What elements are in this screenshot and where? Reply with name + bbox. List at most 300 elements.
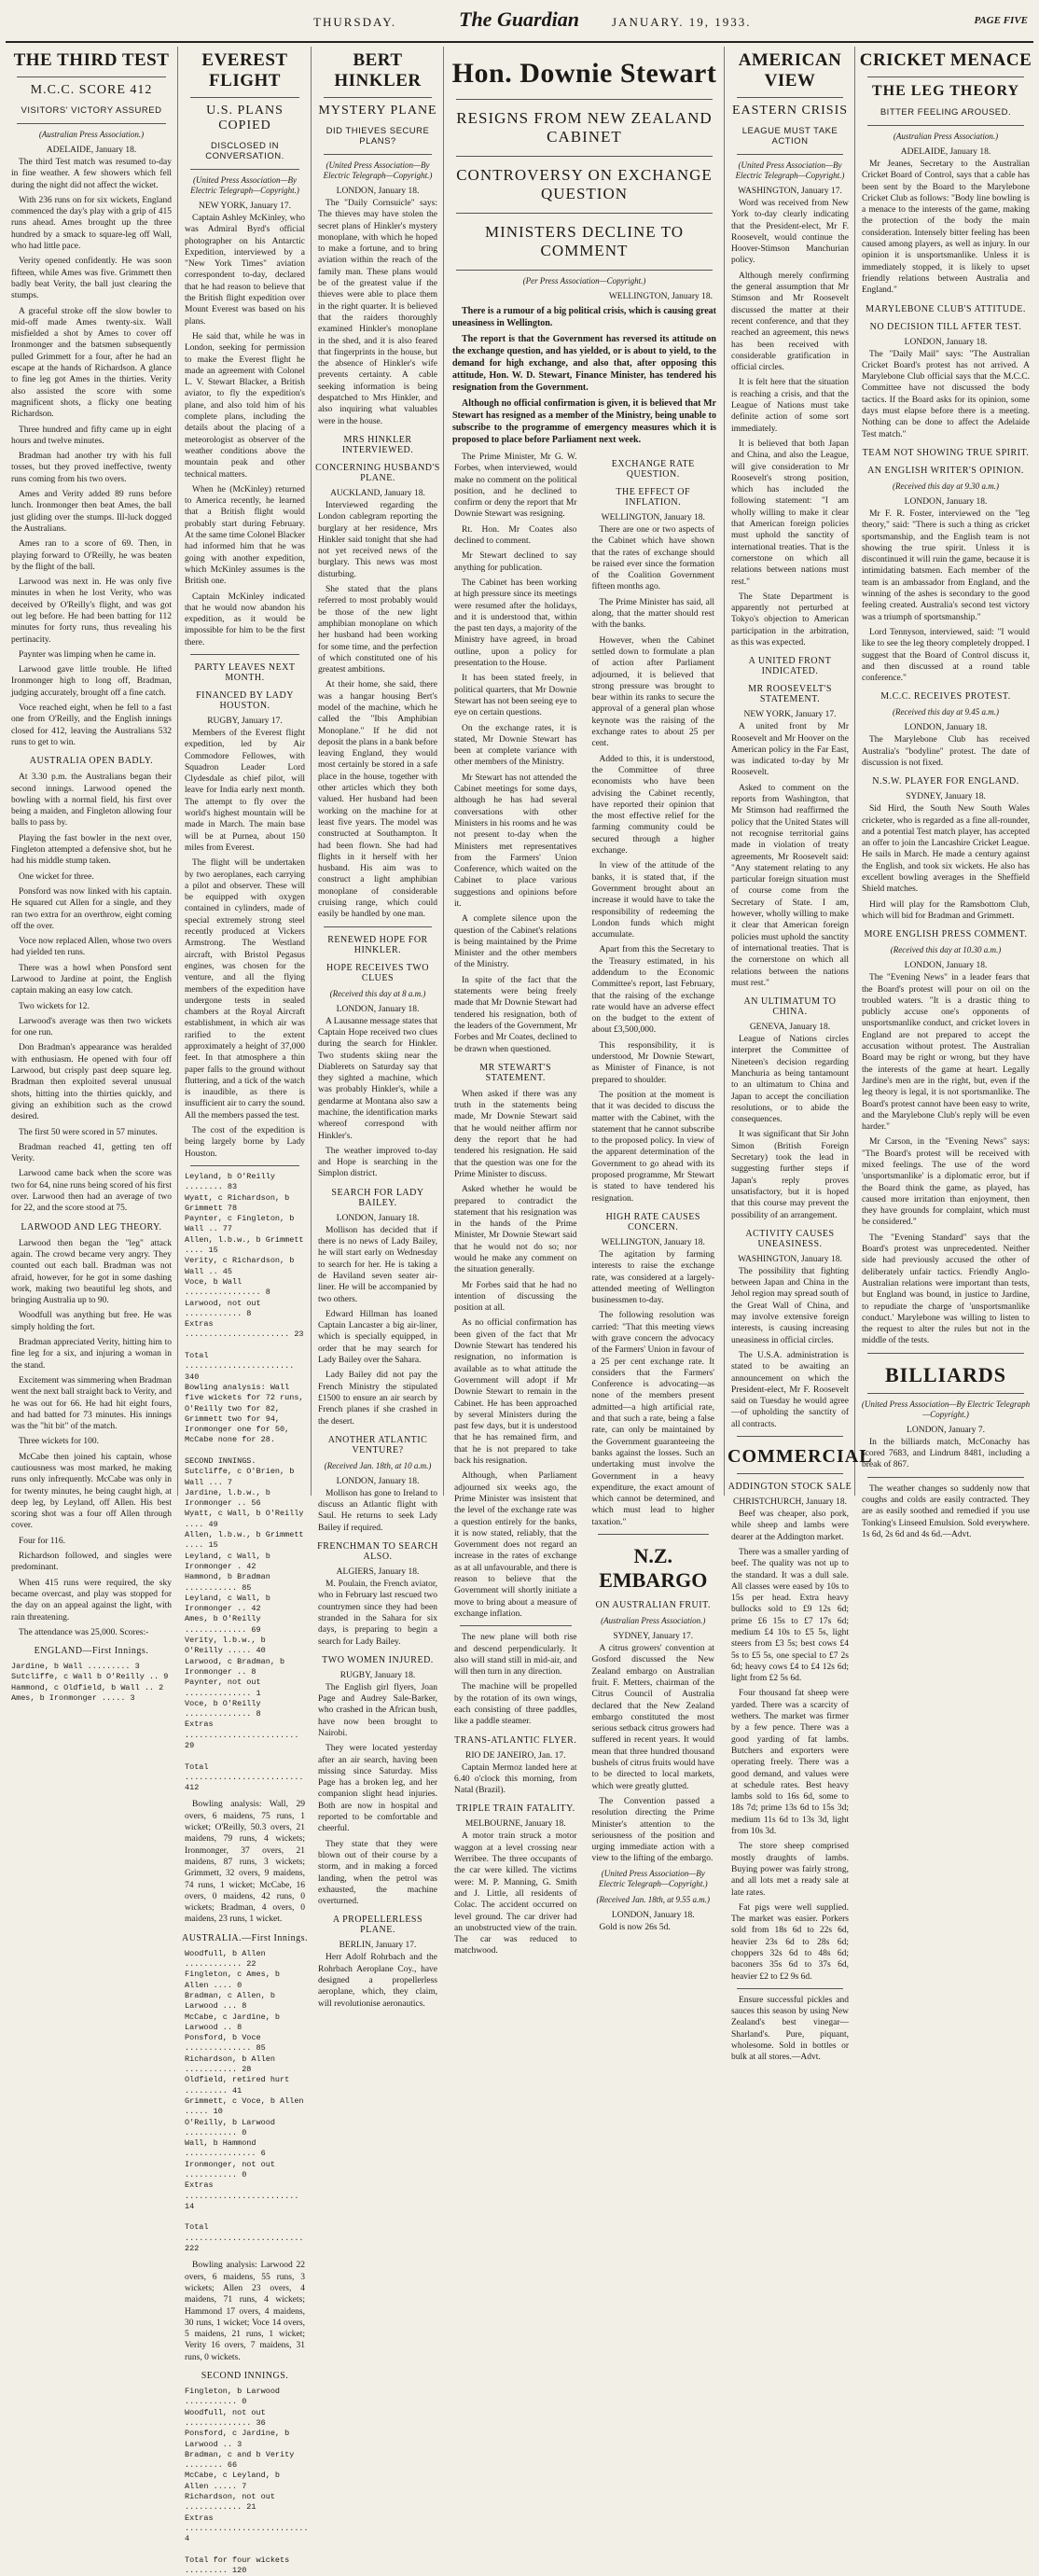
- dateline: RIO DE JANEIRO, Jan. 17.: [465, 1750, 566, 1761]
- paragraph: Mr Forbes said that he had no intention of discussing the position at all.: [454, 1280, 577, 1314]
- score-line: [185, 1751, 305, 1761]
- deck: M.C.C. SCORE 412: [30, 83, 153, 97]
- score-line: Woodfull, b Allen ............ 22: [185, 1948, 270, 1970]
- paragraph: Captain Mermoz landed here at 6.40 o'clock this morning, from Natal (Brazil).: [454, 1762, 577, 1796]
- score-line: Total ......................... 412: [185, 1761, 309, 1793]
- masthead-day: THURSDAY.: [313, 15, 397, 29]
- score-line: Jardine, b Wall ......... 3: [11, 1662, 140, 1672]
- paragraph: In view of the attitude of the banks, it is stated that, if the Government brought about an increase it would have to take the responsibility of redeeming the London funds which might accumulate.: [591, 861, 714, 940]
- score-line: Verity, c Richardson, b Wall .. 45: [185, 1256, 299, 1276]
- dateline: LONDON, January 18.: [904, 496, 988, 507]
- score-line: Bowling analysis: Wall five wickets for 72 runs, O'Reilly two for 82, Grimmett two for 94, Ironmonger one for 50, McCabe none for 28.: [185, 1382, 309, 1445]
- score-line: Extras ........................ 29: [185, 1720, 304, 1750]
- paragraph: As no official confirmation has been given of the fact that Mr Downie Stewart has tendered his resignation, no information is available as to what attitude the Government will adopt if Mr Downie Stewart to remain in the Cabinet. He has been approached by several Ministers during the past few days, but it is understood that he has remained firm, and that he is not prepared to take back his resignation.: [454, 1318, 577, 1467]
- scorecard-heading: AUSTRALIA.—First Innings.: [181, 1932, 308, 1943]
- paragraph: A Lausanne message states that Captain Hope received two clues during the search for Hinkler. Two students skiing near the Diablerets on Saturday say that they sighted a machine, which was probably Hinkler's, while a gendarme at Montana also saw a machine, the identification marks whereof correspond with Hinkler's.: [318, 1016, 437, 1141]
- headline: CRICKET MENACE: [859, 50, 1032, 70]
- received-note: (Received this day at 10.30 a.m.): [890, 945, 1002, 955]
- subheading: EXCHANGE RATE QUESTION.: [611, 459, 695, 480]
- paragraph: Excitement was simmering when Bradman went the next ball straight back to Verity, and he was out for 66. He had hit eight fours, and had batted for 73 minutes. His innings was the "hit bit" of the match.: [11, 1375, 173, 1432]
- divider: [324, 97, 432, 98]
- divider: [456, 270, 713, 271]
- score-line: Larwood, c Bradman, b Ironmonger .. 8: [185, 1656, 290, 1677]
- divider: [190, 97, 299, 98]
- dateline: NEW YORK, January 17.: [743, 710, 837, 720]
- credit-line: (United Press Association—By Electric Telegraph—Copyright.): [598, 1868, 708, 1888]
- article-body: [589, 1249, 719, 1528]
- paragraph: This responsibility, it is understood, Mr Downie Stewart, as Minister of Finance, is not prepared to shoulder.: [591, 1040, 714, 1085]
- dateline: ADELAIDE, January 18.: [900, 147, 991, 157]
- subdeck: DID THIEVES SECURE PLANS?: [326, 126, 430, 146]
- subheading: SEARCH FOR LADY BAILEY.: [331, 1187, 424, 1208]
- divider: [456, 213, 713, 214]
- paragraph: Lady Bailey did not pay the French Ministry the stipulated £1500 to ensure an air search by French planes if she crashed in the desert.: [318, 1371, 437, 1427]
- paragraph: Voce now replaced Allen, whose two overs had yielded ten runs.: [11, 937, 172, 958]
- article-body: [450, 1089, 581, 1620]
- paragraph: A complete silence upon the question of the Cabinet's relations is being maintained by the Prime Minister and the other members of the Ministry.: [454, 914, 577, 970]
- dateline: WELLINGTON, January 18.: [608, 292, 713, 301]
- dateline: LONDON, January 18.: [904, 723, 988, 733]
- masthead-page-number: PAGE FIVE: [974, 15, 1028, 26]
- score-line: Verity, l.b.w., b O'Reilly ..... 40: [185, 1636, 270, 1656]
- score-line: Fingleton, b Larwood ........... 0: [185, 2387, 285, 2407]
- paragraph: Bradman appreciated Verity, hitting him to fine leg for a six, and injuring a woman in the stand.: [11, 1338, 172, 1371]
- divider: [737, 154, 843, 155]
- paragraph: It has been stated freely, in political quarters, that Mr Downie Stewart has not been seeing eye to eye on certain questions.: [454, 674, 577, 718]
- article-body: [450, 452, 581, 1055]
- paragraph: In spite of the fact that the statements were being freely made that Mr Downie Stewart had tendered his resignation, both of the leaders of the Government, Mr Forbes and Mr Coates, declined to be drawn when questioned.: [454, 975, 577, 1054]
- paragraph: The position at the moment is that it was decided to discuss the matter with the Cabinet, with the statement that he cannot subscribe to the proposed policy. In view of the apparent determination of the Government to go ahead with its proposed programme, Mr Stewart is stated to have tendered his resignation.: [591, 1090, 714, 1204]
- score-line: [185, 1446, 305, 1456]
- paragraph: It was significant that Sir John Simon (British Foreign Secretary) took the lead in suggesting further steps if Japan's reply proves unsatisfactory, but it is hoped that this course may prevent the possibility of an arrangement.: [731, 1130, 849, 1220]
- paragraph: The first 50 were scored in 57 minutes.: [19, 1127, 158, 1137]
- advertisement: Ensure successful pickles and sauces this season by using New Zealand's best vinegar—Sharland's. Pure, piquant, wholesome. Sold in bottles or bulk at all stores.—Advt.: [731, 1995, 849, 2063]
- score-line: Voce, b Wall ................ 8: [185, 1276, 270, 1298]
- column-rule: [443, 47, 444, 1496]
- article-body: [181, 728, 309, 1160]
- subheading: MRS HINKLER INTERVIEWED.: [341, 434, 414, 455]
- divider: [737, 1473, 843, 1474]
- masthead-date: JANUARY. 19, 1933.: [612, 15, 752, 29]
- dateline: LONDON, January 18.: [904, 961, 988, 971]
- subheading: N.S.W. PLAYER FOR ENGLAND.: [872, 776, 1019, 787]
- paragraph: Mr Stewart declined to say anything for publication.: [454, 551, 577, 573]
- dateline: ALGIERS, January 18.: [336, 1567, 420, 1578]
- scorecard: [185, 1948, 309, 2255]
- divider: [737, 1988, 843, 1989]
- paragraph: Larwood came back when the score was two for 64, nine runs being scored of his first over. Larwood then had an average of two for 22, and the score stood at 75.: [11, 1169, 172, 1214]
- paragraph: Don Bradman's appearance was heralded with enthusiasm. He opened with four off Larwood, but crisply past deep square leg. Bradman then exploited several unusual shots, hitting into the thirties quickly, and giving an exhibition such as the crowd desired.: [11, 1043, 172, 1122]
- article-body: [314, 1579, 441, 1648]
- dateline: LONDON, January 18.: [336, 1213, 420, 1223]
- paragraph: The cost of the expedition is being largely borne by Lady Houston.: [185, 1126, 305, 1159]
- score-line: Ponsford, c Jardine, b Larwood .. 3: [185, 2429, 295, 2449]
- left-subcolumn: [450, 452, 581, 1961]
- score-line: Leyland, c Wall, b Ironmonger .. 42: [185, 1593, 275, 1614]
- score-line: Paynter, c Fingleton, b Wall .. 77: [185, 1214, 299, 1234]
- scorecard: [185, 2387, 313, 2576]
- paragraph: Sid Hird, the South New South Wales cricketer, who is regarded as a fine all-rounder, and a potential Test match player, has accepted an offer to join the Lancashire Cricket League. He sails in March. He made a century against the English, and took six wickets. He also has excellent bowling averages in the Sheffield Shield matches.: [862, 804, 1030, 895]
- subdeck: VISITORS' VICTORY ASSURED: [21, 105, 162, 116]
- deck: U.S. PLANS COPIED: [206, 104, 284, 132]
- article-body: [858, 508, 1033, 684]
- article-body: [858, 803, 1033, 922]
- deck: THE LEG THEORY: [871, 83, 1020, 99]
- paragraph: Beef was cheaper, also pork, while sheep and lambs were dearer at the Addington market.: [731, 1510, 849, 1542]
- subheading: TRIPLE TRAIN FATALITY.: [455, 1803, 575, 1815]
- paragraph: M. Poulain, the French aviator, who in February last rescued two countrymen since they had been stranded in the Sahara for six days, is preparing to begin a search for Lady Bailey.: [318, 1580, 437, 1647]
- score-line: SECOND INNINGS.: [185, 1455, 256, 1466]
- column-rule: [177, 47, 178, 1496]
- paragraph: Four for 116.: [19, 1536, 66, 1546]
- paragraph: In the billiards match, McConachy has scored 7683, and Lindrum 8481, including a break of 867.: [862, 1437, 1030, 1470]
- subheading: ACTIVITY CAUSES UNEASINESS.: [745, 1228, 835, 1249]
- score-line: Woodfull, not out .............. 36: [185, 2407, 270, 2428]
- score-line: Sutcliffe, c Wall b O'Reilly .. 9: [11, 1672, 169, 1682]
- paragraph: Larwood gave little trouble. He lifted Ironmonger high to long off, Bradman, judging accurately, brought off a fine catch.: [11, 665, 172, 698]
- dateline: SYDNEY, January 18.: [906, 792, 986, 802]
- paragraph: The "Evening Standard" says that the Board's protest was unprecedented. Neither side had previously accused the other of deliberately unfair tactics. Friendly Anglo-Australian relations were important than tests, but England was bound, in justice to Jardine, to repudiate the charge of 'unsportsmanlike conduct.' Marylebone was willing to listen to the request to alter the rules but not in the middle of the tests.: [862, 1232, 1030, 1346]
- paragraph: Asked whether he would be prepared to contradict the statement that his resignation was in the hands of the Prime Minister, Mr Downie Stewart said that he would not do so; nor would he make any comment on the situation generally.: [454, 1185, 577, 1275]
- score-line: Leyland, c Wall, b Ironmonger . 42: [185, 1551, 275, 1571]
- article-body: [727, 1509, 852, 1983]
- two-column-body: [450, 452, 718, 1961]
- paragraph: They were located yesterday after an air search, having been missing since Saturday. Miss Page has a broken leg, and her companion slight head injuries. Both are now in hospital and reported to be comfortable and cheerful.: [318, 1744, 437, 1834]
- bowling-analysis: Bowling analysis: Wall, 29 overs, 6 maidens, 75 runs, 1 wicket; O'Reilly, 50.3 overs, 21 maidens, 79 runs, 4 wickets; Ironmonger, 37 overs, 21 maidens, 87 runs, 3 wickets; Grimmett, 32 overs, 9 maidens, 74 runs, 1 wicket; McCabe, 16 overs, 0 maidens, 42 runs, 0 wickets; Bradman, 4 overs, 0 maidens, 23 runs, 1 wicket.: [185, 1800, 305, 1925]
- paragraph: They state that they were blown out of their course by a storm, and in making a forced landing, when the petrol was exhausted, the machine overturned.: [318, 1839, 437, 1907]
- deck: MINISTERS DECLINE TO COMMENT: [485, 223, 684, 259]
- score-line: Wyatt, c Wall, b O'Reilly .... 49: [185, 1509, 309, 1529]
- paragraph: Captain Ashley McKinley, who was Admiral Byrd's official photographer on his Antarctic Expedition, interviewed by a "New York Times" aviation correspondent to-day, declared that he had reason to believe that the British flight expedition over Mount Everest was based on his plans.: [185, 214, 305, 327]
- subheading: MR STEWART'S STATEMENT.: [479, 1062, 552, 1083]
- subheading: MARYLEBONE CLUB'S ATTITUDE.: [866, 303, 1026, 314]
- paragraph: The weather improved to-day and Hope is searching in the Simplon district.: [318, 1146, 437, 1179]
- paragraph: The "Daily Mail" says: "The Australian Cricket Board's protest has not arrived. A Marylebone Club official says that the M.C.C. Committee have not discussed the body tactics. If the Board asks for its opinion, some days must elapse before there is a meeting. Nothing can be done to affect the Adelaide Test match.": [862, 349, 1030, 439]
- divider: [17, 123, 166, 124]
- score-line: Allen, l.b.w., b Grimmett .... 15: [185, 1234, 309, 1256]
- divider: [737, 1436, 843, 1437]
- paragraph: Bradman reached 41, getting ten off Verity.: [11, 1142, 172, 1164]
- dateline: WELLINGTON, January 18.: [601, 513, 705, 522]
- subheading: LARWOOD AND LEG THEORY.: [21, 1221, 162, 1232]
- dateline: ADELAIDE, January 18.: [46, 146, 137, 155]
- score-line: Bradman, c and b Verity ........ 66: [185, 2449, 299, 2471]
- paragraph: When 415 runs were required, the sky became overcast, and play was stopped for the day on an appeal against the light, with rain threatening.: [11, 1578, 172, 1622]
- scorecard-heading: ENGLAND—First Innings.: [34, 1646, 149, 1657]
- score-line: Hammond, c Oldfield, b Wall .. 2: [11, 1682, 164, 1692]
- paragraph: Added to this, it is understood, the Committee of three economists who have been advising the Cabinet recently, have reported their opinion that the most effective relief for the farming community could be secured through a higher exchange.: [591, 754, 714, 856]
- paragraph: The possibility that fighting between Japan and China in the Jehol region may spread south of the Great Wall of China, and may involve extensive foreign interests, is causing increasing uneasiness in official circles.: [731, 1266, 849, 1345]
- credit-line: (Australian Press Association.): [601, 1616, 706, 1626]
- paragraph: Captain McKinley indicated that he would now abandon his expedition, as it would be impossible for him to be the first there.: [185, 592, 305, 647]
- received-note: (Received Jan. 18th, at 9.55 a.m.): [596, 1894, 710, 1904]
- article-body: [858, 159, 1033, 297]
- article-body: [314, 500, 441, 921]
- paragraph: Larwood then began the "leg" attack again. The crowd became very angry. They counted out each ball. Bradman was not afraid, however, for he got in some dashing work, making two beautiful leg shots, and bringing Australia up to 90.: [11, 1238, 172, 1306]
- subheading: MORE ENGLISH PRESS COMMENT.: [864, 929, 1028, 940]
- dateline: LONDON, January 18.: [611, 1910, 695, 1920]
- subheading: NO DECISION TILL AFTER TEST.: [869, 321, 1022, 332]
- paragraph: Ames and Verity added 89 runs before lunch. Ironmonger then beat Ames, the ball just gliding over the stumps. Ill-luck dogged the Australians.: [11, 490, 172, 534]
- headline: Hon. Downie Stewart: [451, 58, 717, 89]
- paragraph: At their home, she said, there was a hangar housing Bert's model of the machine, which he called the "Ibis Amphibian Monoplane." If he did not deposit the plans in a bank before leaving England, they would most certainly be stored in a safe place in the house, together with other articles which they both valued. Her husband had been working on the machine for at least five years. The model was constructed at Southampton. It had been flown. She had had flights in it herself with her husband. His aim was to construct a light amphibian monoplane of considerable cruising range, which could easily be handled by one man.: [318, 680, 437, 920]
- divider: [598, 1534, 710, 1535]
- paragraph: Mr Stewart has not attended the Cabinet meetings for some days, although he has had several conversations with other Ministers in his rooms and he was not present to-day when the Ministers met representatives from the Farmers' Union Conference, which waited on the Cabinet to place various suggestions and opinions before it.: [454, 773, 577, 909]
- paragraph: When asked if there was any truth in the statements being made, Mr Downie Stewart said that he would neither affirm nor deny the report that he had tendered his resignation. He said that the question was one for the Prime Minister to discuss.: [454, 1089, 577, 1179]
- paragraph: Gold is now 26s 5d.: [599, 1922, 671, 1932]
- received-note: (Received this day at 8 a.m.): [329, 988, 426, 998]
- paragraph: Interviewed regarding the London cablegram reporting the burglary at her residence, Mrs Hinkler said tonight that she had not yet received news of the burglary. This news was most disturbing.: [318, 500, 437, 579]
- credit-line: (Per Press Association—Copyright.): [522, 276, 646, 285]
- dateline: RUGBY, January 17.: [207, 716, 283, 726]
- divider: [456, 156, 713, 157]
- embargo-headline: N.Z. EMBARGO: [599, 1544, 708, 1593]
- paragraph: Paynter was limping when he came in.: [19, 649, 156, 660]
- dateline: AUCKLAND, January 18.: [330, 488, 425, 498]
- dateline: NEW YORK, January 17.: [199, 202, 291, 211]
- paragraph: It is felt here that the situation is reaching a crisis, and that the League of Nations must take definite action of some sort immediately.: [731, 378, 849, 434]
- score-line: Jardine, l.b.w., b Ironmonger .. 56: [185, 1487, 275, 1509]
- paragraph: Four thousand fat sheep were yarded. There was a scarcity of wethers. The market was firmer by a few pence. There was a good yarding of fat lambs. Butchers and exporters were operating freely. There was a good demand, and values were at schedule rates. Best heavy lambs sold to 16s 6d, some to 18s 7d; prime 13s 6d to 15s 3d; medium 11s 6d to 13s 3d, light from 10s 3d.: [731, 1689, 849, 1837]
- paragraph: The following resolution was carried: "That this meeting views with grave concern the advocacy of the Farmers' Union in favour of a 25 per cent exchange rate. It considers that the Farmers' Conference is advocating—as none of the members present admitted—a high artificial rate, and that such a rate, being a false rate, can only be maintained by the Government guaranteeing the banks against the losses. Such an undertaking must involve the Government in a heavy expenditure, the exact amount of which cannot be determined, and which must lead to higher taxation.": [591, 1311, 714, 1527]
- paragraph: The machine will be propelled by the rotation of its own wings, each consisting of three paddles, like a paddle steamer.: [454, 1682, 577, 1727]
- divider: [190, 1165, 299, 1166]
- article-body: [181, 213, 309, 648]
- subheading: HOPE RECEIVES TWO CLUES: [326, 962, 429, 983]
- paragraph: Voce reached eight, when he fell to a fast one from O'Reilly, and the English innings closed for 412, leaving the Australians 532 runs to get to win.: [11, 703, 172, 747]
- paragraph: However, when the Cabinet settled down to formulate a plan of action after Parliament adjourned, it is believed that strong pressure was brought to bear within its ranks to secure the approval of a general plan whose keynote was the raising of the exchange rates to about 25 per cent.: [591, 635, 714, 749]
- column-rule: [854, 47, 855, 1496]
- paragraph: The English girl flyers, Joan Page and Audrey Sale-Barker, who crashed in the African bush, have now been brought to Nairobi.: [318, 1682, 437, 1738]
- dateline: WASHINGTON, January 18.: [738, 1254, 842, 1264]
- score-line: Fingleton, c Ames, b Allen .... 0: [185, 1970, 285, 1990]
- credit-line: (United Press Association—By Electric Telegraph—Copyright.): [861, 1399, 1031, 1419]
- subheading: PARTY LEAVES NEXT MONTH.: [194, 661, 296, 683]
- score-line: Allen, l.b.w., b Grimmett .... 15: [185, 1530, 309, 1551]
- paragraph: The "Evening News" in a leader fears that the Board's protest will pour on oil on the troubled waters. "It is a drastic thing to publicly accuse one's opponents of unsportsmanlike conduct, and cricket lovers in England are not prepared to accept the accusation without protest. The Australian Board may be right or wrong, but they have the interests of the game at heart. Legally Jardine's men are in the right, but, even if the leg theory is legal, it is not sportsmanlike. The Board's protest cannot have been easy to write, and the Marylebone Club's reply will be even harder.": [862, 973, 1030, 1133]
- score-line: Total ....................... 340: [185, 1351, 299, 1382]
- dateline: SYDNEY, January 17.: [613, 1632, 694, 1642]
- dateline: GENEVA, January 18.: [749, 1023, 831, 1033]
- subheading: CONCERNING HUSBAND'S PLANE.: [315, 462, 440, 483]
- divider: [190, 654, 299, 655]
- paragraph: Word was received from New York to-day clearly indicating that the President-elect, Mr F. Roosevelt, would continue the Hoover-Stimson Manchurian policy.: [731, 199, 849, 266]
- paragraph: A united front by Mr Roosevelt and Mr Hoover on the American policy in the Far East, was indicated to-day by Mr Roosevelt.: [731, 722, 849, 778]
- dateline: WASHINGTON, January 17.: [738, 187, 842, 196]
- subheading: ANOTHER ATLANTIC VENTURE?: [327, 1434, 428, 1455]
- score-line: McCabe, c Leyland, b Allen ..... 7: [185, 2471, 285, 2491]
- divider: [460, 1625, 572, 1626]
- subheading: THE EFFECT OF INFLATION.: [616, 487, 691, 508]
- paragraph: When he (McKinley) returned to America recently, he learned that a British flight would probably start during February. At the same time Colonel Blacker had informed him that he was going with another expedition, which McKinley assumes is the British one.: [185, 484, 306, 587]
- paragraph: The new plane will both rise and descend perpendicularly. It also will stand still in mid-air, and will then turn in any direction.: [454, 1633, 577, 1678]
- headline: EVEREST FLIGHT: [201, 50, 288, 91]
- dateline: MELBOURNE, January 18.: [464, 1819, 566, 1830]
- paragraph: Members of the Everest flight expedition, led by Air Commodore Fellowes, with Squadron Leader Lord Clydesdale as chief pilot, will leave for India early next month. The attempt to fly over the world's highest mountain will be made in March. The main base will be at Purnea, about 150 miles from Everest.: [185, 728, 305, 853]
- paragraph: Two wickets for 12.: [19, 1001, 90, 1011]
- paragraph: The Prime Minister, Mr G. W. Forbes, when interviewed, would make no comment on the political position, and he declined to confirm or deny the report that Mr Downie Stewart was resigning.: [454, 453, 577, 520]
- score-line: Paynter, not out .............. 1: [185, 1678, 266, 1698]
- paragraph: The U.S.A. administration is stated to be awaiting an announcement on which the President-elect, Mr F. Roosevelt said on Tuesday he would agree—of upholding the sanctity of all contracts.: [731, 1350, 849, 1429]
- received-note: (Received this day at 9.45 a.m.): [893, 707, 999, 717]
- dateline: LONDON, January 18.: [336, 1476, 420, 1486]
- divider: [737, 97, 843, 98]
- paragraph: The Convention passed a resolution directing the Prime Minister's attention to the seriousness of the position and urging immediate action with a view to the lifting of the embargo.: [591, 1796, 714, 1864]
- paragraph: Mr Jeanes, Secretary to the Australian Cricket Board of Control, says that a cable has been sent by the Board to the Marylebone Cricket Club as follows: "Body line bowling is a menace to the interests of the game, making the protection of the body the main consideration. Intensely bitter feeling has been caused among players, as well as injury. In our opinion it is unsportsmanlike. Unless it is immediately stopped, it is likely to upset friendly relations between Australia and England.": [862, 160, 1030, 296]
- section-heading-commercial: COMMERCIAL: [727, 1446, 873, 1468]
- paragraph: A citrus growers' convention at Gosford discussed the New Zealand embargo on Australian fruit. F. Metters, chairman of the Citrus Council of Australia declared that the New Zealand embargo constituted the most serious setback citrus growers had suffered in recent years. It would mean that three hundred thousand bushels of citrus fruits would have to be directed to local markets, which were greatly glutted.: [591, 1644, 714, 1791]
- score-line: Richardson, b Allen ........... 28: [185, 2054, 281, 2075]
- paragraph: On the exchange rates, it is stated, Mr Downie Stewart has been at complete variance with other members of the Ministry.: [454, 723, 577, 768]
- subheading: TWO WOMEN INJURED.: [322, 1654, 434, 1665]
- paragraph: Bradman had another try with his full tosses, but they proved ineffective, twenty runs coming from his two overs.: [11, 452, 172, 484]
- score-line: Ironmonger, not out ........... 0: [185, 2159, 281, 2179]
- divider: [867, 1353, 1024, 1354]
- paragraph: The store sheep comprised mostly draughts of lambs. Buying power was fairly strong, and all lots met a ready sale at late rates.: [731, 1842, 849, 1898]
- divider: [324, 154, 432, 155]
- paragraph: Playing the fast bowler in the next over, Fingleton attempted a defensive shot, but he had his middle stump taken.: [11, 833, 172, 867]
- paragraph: Asked to comment on the reports from Washington, that Mr Stimson had reaffirmed the policy that the United States will not recognise territorial gains made in violation of treaty agreements, Mr Roosevelt said: "Any statement relating to any particular foreign situation must of course come from the Secretary of State. I am, however, wholly willing to make it clear that American foreign policies must uphold the sanctity of international treaties. That is the cornerstone on which all relations between the nations must rest.": [731, 783, 849, 988]
- paragraph: Although no official confirmation is given, it is believed that Mr Stewart has resigned as a member of the Ministry, being unable to subscribe to the programme of emergency measures which it is proposed to place before Parliament next week.: [452, 398, 716, 445]
- headline: THE THIRD TEST: [13, 50, 170, 70]
- paragraph: Rt. Hon. Mr Coates also declined to comment.: [454, 524, 577, 547]
- subheading: ON AUSTRALIAN FRUIT.: [595, 1600, 711, 1611]
- deck: EASTERN CRISIS: [731, 104, 849, 118]
- credit-line: (Australian Press Association.): [893, 132, 999, 141]
- paragraph: The Marylebone Club has received Australia's "bodyline" protest. The date of discussion is not fixed.: [862, 735, 1030, 768]
- divider: [324, 926, 432, 927]
- paragraph: Edward Hillman has loaned Captain Lancaster a big air-liner, which is specially equipped, in order that he may search for Lady Bailey over the Sahara.: [318, 1309, 437, 1366]
- score-line: Sutcliffe, c O'Brien, b Wall ... 7: [185, 1467, 299, 1487]
- paragraph: McCabe then joined his captain, whose cautiousness was most marked, he making runs only infrequently. McCabe was only in for twenty minutes, he being caught high, at deep leg, by Leyland, off Allen. His best scoring shot was a four off Allen through cover.: [11, 1452, 172, 1531]
- paragraph: The Prime Minister has said, all along, that the matter should rest with the banks.: [591, 597, 714, 631]
- article-body: [727, 1266, 852, 1430]
- article-body: [7, 772, 175, 1214]
- dateline: CHRISTCHURCH, January 18.: [733, 1497, 847, 1508]
- score-line: Ponsford, b Voce .............. 85: [185, 2033, 266, 2054]
- paragraph: There is a rumour of a big political crisis, which is causing great uneasiness in Wellington.: [452, 306, 716, 328]
- column-rule: [311, 47, 312, 1496]
- paragraph: Woodfull was anything but free. He was simply holding the fort.: [11, 1311, 172, 1332]
- paragraph: At 3.30 p.m. the Australians began their second innings. Larwood opened the bowling with a normal field, his first over being a maiden, and Fingleton allowing four balls to pass by.: [11, 773, 172, 828]
- bowling-analysis: Bowling analysis: Larwood 22 overs, 6 maidens, 55 runs, 3 wickets; Allen 23 overs, 4 maidens, 71 runs, 4 wickets; Hammond 17 overs, 4 maidens, 30 runs, 1 wicket; Voce 14 overs, 5 maidens, 21 runs, 1 wicket; Verity 16 overs, 7 maidens, 31 runs, 0 wickets.: [185, 2261, 305, 2362]
- paragraph: The "Daily Cornsuicle" says: The thieves may have stolen the secret plans of Hinkler's mystery monoplane, with which he hoped to make a fortune, and to bring aviation within the reach of the family man. These plans would be of the greatest value if the thieves were able to place them in the right quarter. It is believed that the raiders thoroughly examined Hinkler's monoplane in the shed, and it is also feared that fingerprints in the house, but the absence of Hinkler's wife prevents certainty. A cable seeking information is being despatched to Mrs Hinkler, and also inquiring what valuables were in the house.: [318, 199, 437, 426]
- paragraph: The report is that the Government has reversed its attitude on the exchange question, and has yielded, or is about to yield, to the demand for high exchange, and also that, after opposing this attitude, Hon. W. D. Stewart, Finance Minister, has tendered his resignation from the Government.: [452, 334, 716, 393]
- dateline: LONDON, January 18.: [336, 187, 420, 196]
- article-body: [450, 1632, 581, 1727]
- paragraph: She stated that the plans referred to most probably would be those of the new light amphibian monoplane on which her husband had been working for some time, and the perfection of which constituted one of his greatest ambitions.: [318, 585, 437, 675]
- subheading: AUSTRALIA OPEN BADLY.: [29, 756, 154, 767]
- subheading: ADDINGTON STOCK SALE: [727, 1482, 852, 1493]
- section-heading-billiards: BILLIARDS: [884, 1362, 1007, 1386]
- divider: [867, 125, 1024, 126]
- advertisement: The weather changes so suddenly now that coughs and colds are easily contracted. They are as easily soothed and remedied if you use Tonking's Linseed Emulsion. Sold everywhere. 1s 6d, 2s 6d and 4s 6d.—Advt.: [862, 1483, 1030, 1539]
- score-line: [185, 1341, 305, 1351]
- score-line: [185, 2212, 305, 2222]
- subheading: TEAM NOT SHOWING TRUE SPIRIT.: [862, 447, 1030, 458]
- right-subcolumn: [589, 452, 719, 1961]
- paragraph: League of Nations circles interpret the Committee of Nineteen's decision regarding Manchuria as being tantamount to an ultimatum to China and Japan to accept the conciliation resolutions, or to abide the consequences.: [731, 1035, 849, 1125]
- score-line: Hammond, b Bradman ........... 85: [185, 1572, 275, 1593]
- score-line: Grimmett, c Voce, b Allen ..... 10: [185, 2096, 309, 2117]
- article-body: [7, 1238, 175, 1639]
- paragraph: Three wickets for 100.: [19, 1437, 99, 1447]
- dateline: LONDON, January 18.: [336, 1004, 420, 1014]
- article-body: [314, 1682, 441, 1908]
- divider: [867, 1477, 1024, 1478]
- credit-line: (United Press Association—By Electric Telegraph—Copyright.): [735, 160, 845, 180]
- paragraph: The attendance was 25,000. Scores:-: [19, 1627, 149, 1637]
- score-line: Extras .......................... 4: [185, 2513, 313, 2544]
- score-line: McCabe, c Jardine, b Larwood .. 8: [185, 2012, 285, 2032]
- article-body: [314, 1488, 441, 1534]
- score-line: Total for four wickets ......... 120: [185, 2555, 295, 2576]
- score-line: Ames, b O'Reilly ............. 69: [185, 1614, 266, 1635]
- article-body: [858, 734, 1033, 769]
- paragraph: Although merely confirming the general assumption that Mr Stimson and Mr Roosevelt discussed the matter at their recent conference, and that they reached an agreement, this news has been received with considerable gratification in official circles.: [731, 271, 849, 373]
- divider: [456, 99, 713, 100]
- score-line: Wall, b Hammond ............... 6: [185, 2138, 266, 2159]
- article-downie-stewart: [447, 47, 722, 1956]
- subheading: AN ENGLISH WRITER'S OPINION.: [867, 465, 1024, 476]
- article-body: [589, 1643, 719, 1865]
- score-line: Leyland, b O'Reilly ........ 83: [185, 1171, 281, 1192]
- score-line: O'Reilly, b Larwood ........... 0: [185, 2117, 281, 2137]
- deck: RESIGNS FROM NEW ZEALAND CABINET: [456, 109, 713, 146]
- subheading: MR ROOSEVELT'S STATEMENT.: [748, 684, 832, 705]
- paragraph: Ames ran to a score of 69. Then, in playing forward to O'Reilly, he was beaten by the flight of the ball.: [11, 539, 172, 572]
- headline: AMERICAN VIEW: [738, 50, 842, 91]
- scorecard-heading: SECOND INNINGS.: [201, 2371, 289, 2382]
- article-body: [314, 1016, 441, 1180]
- article-body: [314, 198, 441, 427]
- paragraph: He said that, while he was in London, seeking for permission to make the Everest flight he made an agreement with Colonel L. V. Stewart Blacker, a British aviator, to fly the expedition's plane, and also told him of his complete plans, including the details about the placing of a meteorologist as observer of the weather conditions above the mountain peak and other technical matters.: [185, 331, 305, 480]
- paragraph: Verity opened confidently. He was soon fifteen, while Ames was five. Grimmett then badly beat Verity, the ball just clearing the stumps.: [11, 257, 172, 301]
- subheading: FINANCED BY LADY HOUSTON.: [196, 689, 294, 711]
- score-line: Wyatt, c Richardson, b Grimmett 78: [185, 1192, 295, 1213]
- received-note: (Received Jan. 18th, at 10 a.m.): [324, 1460, 432, 1470]
- masthead-title: The Guardian: [459, 7, 579, 31]
- paragraph: Fat pigs were well supplied. The market was easier. Porkers sold from 18s 6d to 22s 6d, heavier 23s 6d to 28s 6d; choppers 32s 6d to 48s 6d; baconers 35s 6d to 37s 6d, heavier £2 to £2 9s 6d.: [731, 1902, 849, 1982]
- article-body: [727, 198, 852, 648]
- score-line: Voce, b O'Reilly .............. 8: [185, 1698, 266, 1720]
- article-third-test: [7, 47, 175, 1704]
- paragraph: With 236 runs on for six wickets, England commenced the day's play with a grip of 415 runs ahead. Ames brought up the three hundred by a smack to square-leg off Wall, who had little pace.: [11, 195, 172, 252]
- deck: CONTROVERSY ON EXCHANGE QUESTION: [456, 166, 713, 202]
- subheading: RENEWED HOPE FOR HINKLER.: [327, 934, 428, 955]
- paragraph: Herr Adolf Rohrbach and the Rohrbach Aeroplane Coy., have designed a propellerless aeroplane, which, they claim, will revolutionise aeronautics.: [318, 1953, 437, 2009]
- score-line: Total ......................... 222: [185, 2222, 309, 2254]
- paragraph: Mr F. R. Foster, interviewed on the "leg theory," said: "There is such a thing as cricket sportsmanship, and the English team is not showing the true spirit. Unless it is discontinued it will ruin the game, because it is intimidating batsmen. Each member of the team is an ambassador from England, and the winning of the ashes is secondary to the good feeling created. Australia's second test victory was a triumph of sportsmanship.": [862, 508, 1030, 622]
- paragraph: A motor train struck a motor waggon at a level crossing near Werribee. The three occupants of the car were killed. The victims were: M. P. Manning, G. Smith and J. Little, all residents of Colac. The accident occurred on level ground. The car driver had an unobstructed view of the train. The car was reduced to matchwood.: [454, 1831, 577, 1956]
- paragraph: There was a howl when Ponsford sent Larwood to Jardine at point, the English captain making an easy low catch.: [11, 963, 172, 996]
- paragraph: The State Department is apparently not perturbed at Tokyo's objection to American participation in the arbitration, as this was expected.: [731, 592, 849, 647]
- column-rule: [724, 47, 725, 1496]
- subdeck: BITTER FEELING AROUSED.: [880, 107, 1012, 118]
- article-body: [589, 524, 719, 1204]
- paragraph: Apart from this the Secretary to the Treasury estimated, in his addendum to the Economic Committee's report, last February, that the raising of the exchange rate would have an adverse effect on the budget to the extent of about £3,500,000.: [591, 945, 714, 1036]
- paragraph: A graceful stroke off the slow bowler to mid-off made Ames twenty-six. Wall misfielded a shot by Ames to cover off Ironmonger and the batsmen subsequently pulled Grimmett for a four, after he had an escape at the hands of Richardson. A glance to fine leg got Ames in the thirties. Verity also assisted the score with some magnificent shots, a flicky one beating Richardson.: [11, 306, 172, 420]
- subheading: A PROPELLERLESS PLANE.: [332, 1915, 423, 1936]
- paragraph: Lord Tennyson, interviewed, said: "I would like to see the leg theory completely dropped. I suggest that the Board of Control discuss it, and then discussed at a round table conference.": [862, 627, 1030, 684]
- subheading: AN ULTIMATUM TO CHINA.: [743, 996, 837, 1018]
- credit-line: (United Press Association—By Electric Telegraph—Copyright.): [190, 175, 299, 195]
- article-body: [314, 1952, 441, 2009]
- divider: [867, 1393, 1024, 1394]
- dateline: LONDON, January 7.: [907, 1425, 985, 1435]
- paragraph: One wicket for three.: [19, 871, 94, 882]
- masthead: [6, 4, 1033, 43]
